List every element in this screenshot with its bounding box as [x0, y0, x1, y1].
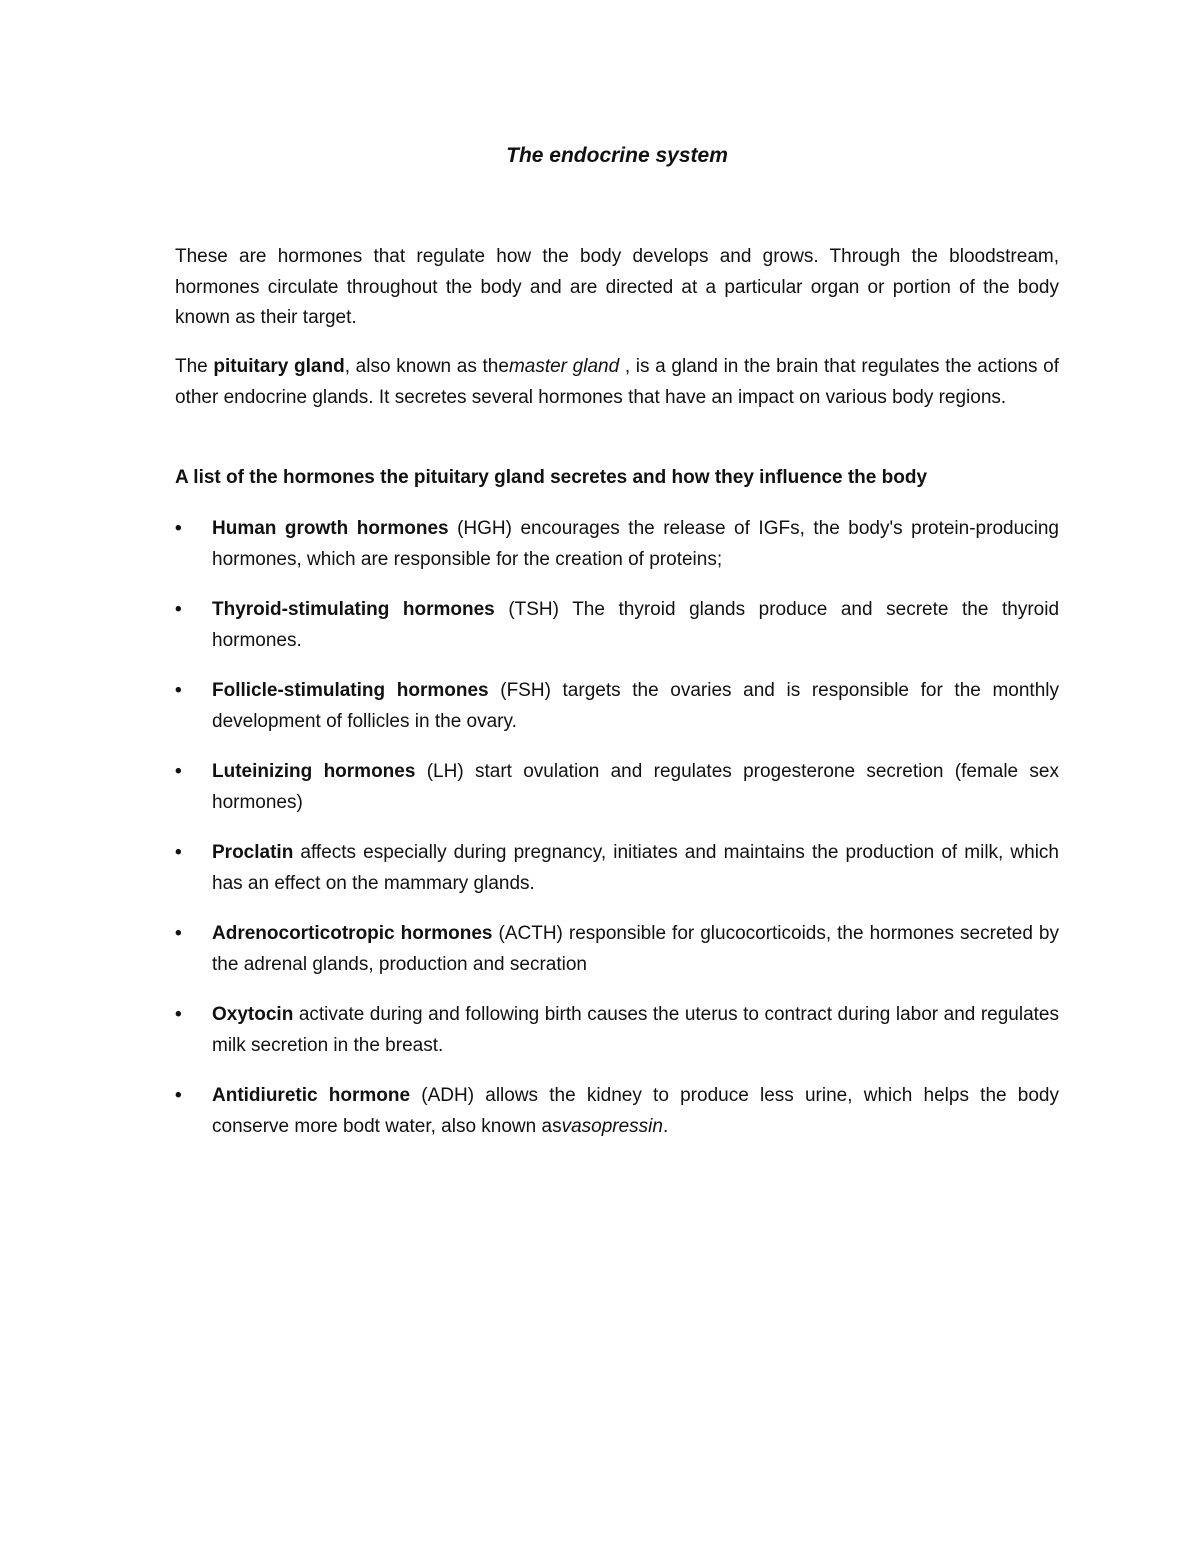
pituitary-paragraph [175, 352, 1059, 413]
intro-paragraph: These are hormones that regulate how the body develops and grows. Through the bloodstream, hormones circulate throughout the body and are directed at a particular organ or portion of the body known as their target. [175, 246, 1059, 328]
hormone-description: (HGH) encourages the release of IGFs, the body's protein-producing hormones, which are responsible for the creation of proteins; [212, 518, 1059, 570]
list-item [175, 595, 1059, 656]
pituitary-rest: , is a gland in the brain that regulates the actions of other endocrine glands. It secretes several hormones that have an impact on various body regions. [175, 356, 1060, 408]
hormone-term: Antidiuretic hormone [212, 1085, 411, 1106]
hormone-italic: vasopressin [561, 1115, 663, 1137]
hormone-term: Proclatin [212, 842, 294, 863]
list-item [175, 676, 1059, 737]
hormone-description: (TSH) The thyroid glands produce and secrete the thyroid hormones. [212, 599, 1060, 651]
hormone-description: (LH) start ovulation and regulates progesterone secretion (female sex hormones) [212, 761, 1059, 813]
hormone-description: (FSH) targets the ovaries and is responsible for the monthly development of follicles in the ovary. [212, 680, 1059, 732]
pituitary-italic: master gland [508, 356, 620, 377]
list-item [175, 757, 1059, 818]
hormone-description: (ADH) allows the kidney to produce less urine, which helps the body conserve more bodt water, also known as [212, 1085, 1059, 1137]
bullet-icon: • [175, 923, 182, 944]
hormone-description: (ACTH) responsible for glucocorticoids, the hormones secreted by the adrenal glands, production and secration [212, 923, 1060, 975]
bullet-icon: • [175, 842, 182, 863]
pituitary-prefix: The [175, 356, 214, 377]
hormone-tail: . [662, 1115, 669, 1137]
bullet-icon: • [175, 1085, 182, 1106]
hormone-term: Luteinizing hormones [212, 761, 416, 782]
list-heading: A list of the hormones the pituitary gland secretes and how they influence the body [175, 467, 928, 488]
bullet-icon: • [175, 599, 182, 620]
hormone-term: Follicle-stimulating hormones [212, 680, 489, 701]
list-item [175, 514, 1059, 575]
hormone-term: Human growth hormones [212, 518, 449, 539]
hormone-description: activate during and following birth causes the uterus to contract during labor and regulates milk secretion in the breast. [212, 1004, 1059, 1056]
hormone-term: Oxytocin [212, 1004, 294, 1025]
list-item [175, 838, 1059, 899]
hormone-term: Thyroid-stimulating hormones [212, 599, 495, 620]
bullet-icon: • [175, 761, 182, 782]
hormone-term: Adrenocorticotropic hormones [212, 923, 493, 944]
list-item [175, 919, 1059, 980]
bullet-icon: • [175, 1004, 182, 1025]
bullet-icon: • [175, 518, 182, 539]
hormone-list [175, 514, 1059, 1162]
hormone-description: affects especially during pregnancy, initiates and maintains the production of milk, which has an effect on the mammary glands. [212, 842, 1059, 894]
list-item [175, 1081, 1059, 1142]
list-item [175, 1000, 1059, 1061]
pituitary-mid: , also known as the [344, 356, 509, 377]
bullet-icon: • [175, 680, 182, 701]
document-title: The endocrine system [506, 144, 728, 167]
pituitary-term: pituitary gland [213, 356, 345, 377]
